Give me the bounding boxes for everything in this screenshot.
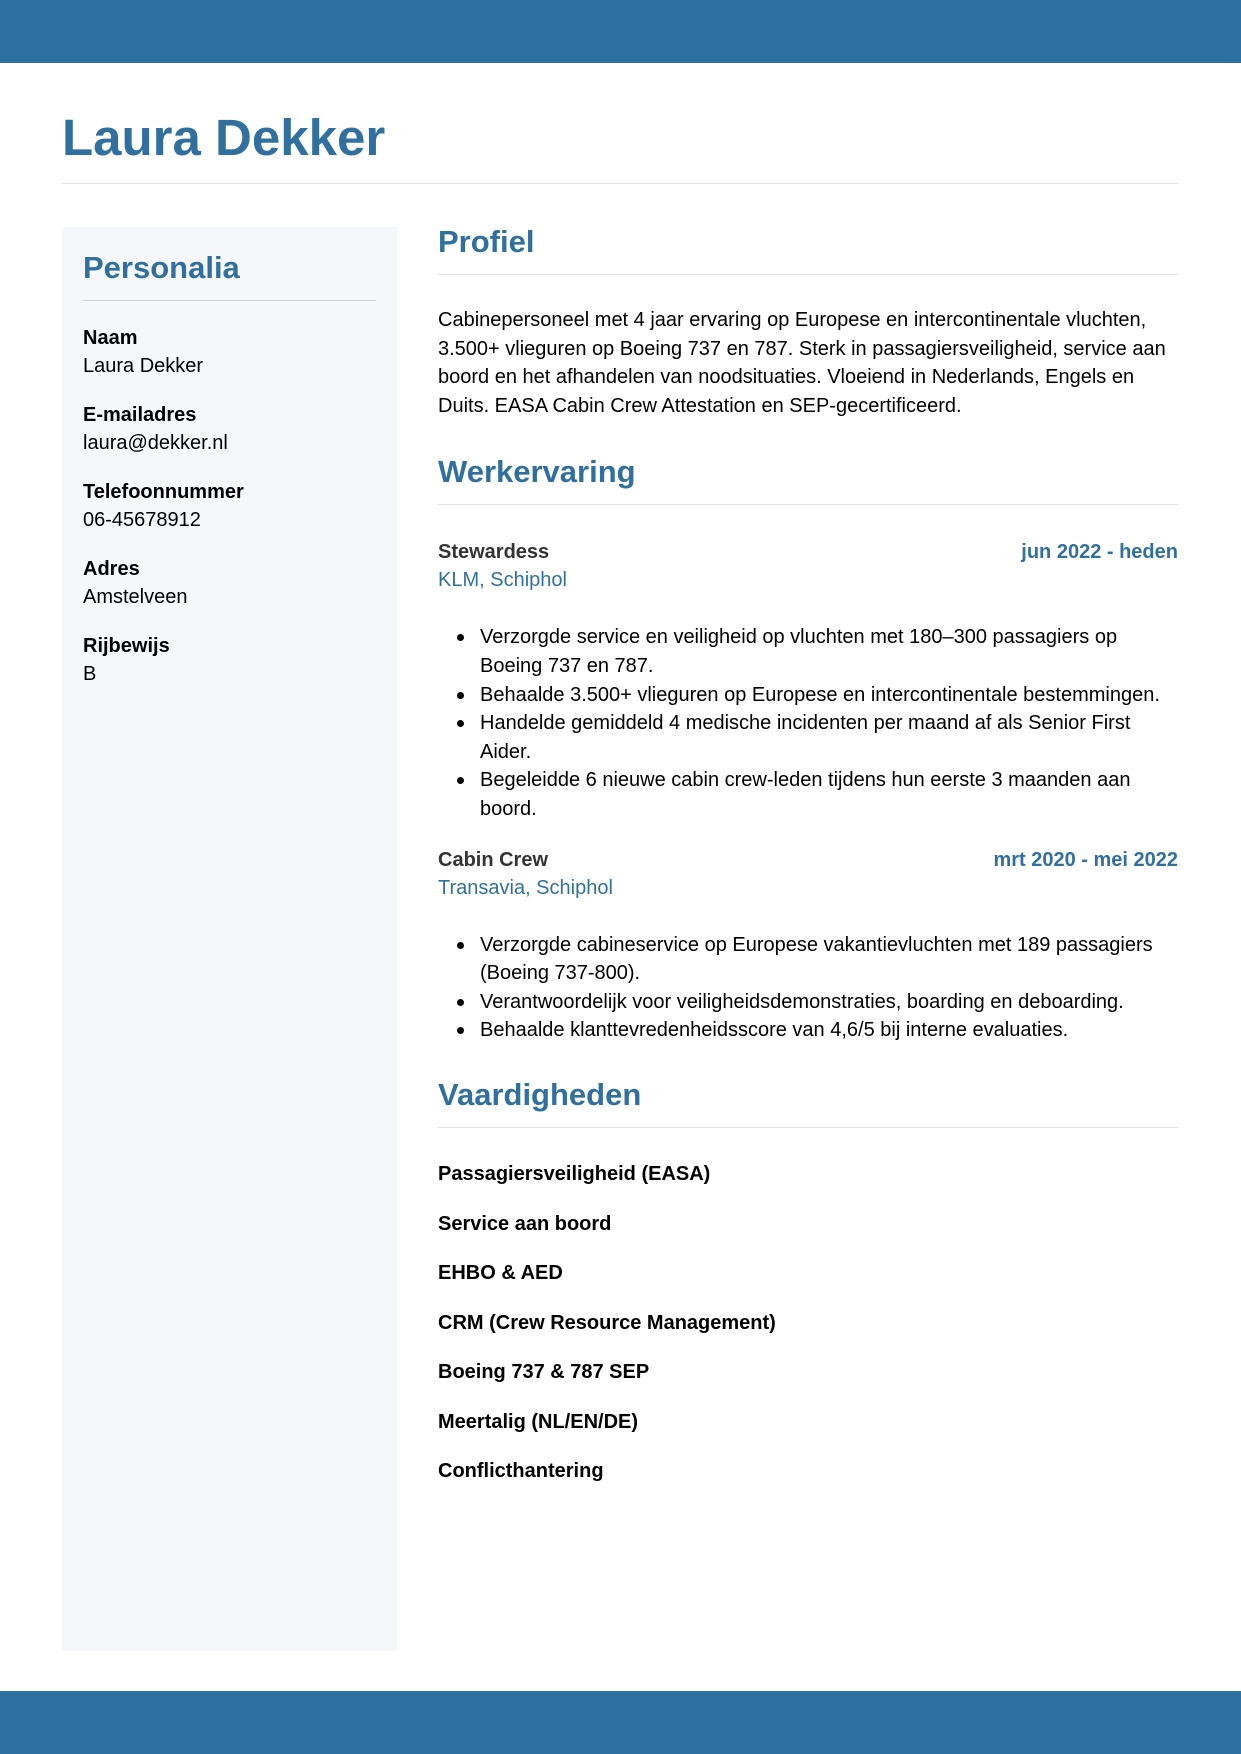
- sidebar-divider: [83, 300, 376, 301]
- bottom-accent-bar: [0, 1691, 1241, 1754]
- work-experience-section: [438, 452, 1178, 1045]
- field-label: Naam: [83, 327, 138, 349]
- section-divider: [438, 1127, 1178, 1128]
- field-label: Telefoonnummer: [83, 481, 244, 503]
- job-role: Stewardess: [438, 541, 550, 564]
- field-name: [83, 324, 376, 380]
- job-bullet: Verzorgde service en veiligheid op vluchten met 180–300 passagiers op Boeing 737 en 787.: [438, 623, 1178, 680]
- job-bullet: Behaalde klanttevredenheidsscore van 4,6/5 bij interne evaluaties.: [438, 1016, 1178, 1045]
- field-value: laura@dekker.nl: [83, 432, 228, 454]
- job-bullet: Verzorgde cabineservice op Europese vakantievluchten met 189 passagiers (Boeing 737-800).: [438, 931, 1178, 988]
- name-divider: [62, 183, 1178, 184]
- skill-item: Service aan boord: [438, 1212, 612, 1235]
- skill-item: Conflicthantering: [438, 1460, 604, 1483]
- skills-list: [438, 1160, 1178, 1486]
- profile-title: Profiel: [438, 224, 535, 259]
- main-content: [438, 222, 1178, 1507]
- job-entry: [438, 846, 1178, 1045]
- job-bullet: Verantwoordelijk voor veiligheidsdemonstraties, boarding en deboarding.: [438, 988, 1178, 1017]
- job-bullet: Begeleidde 6 nieuwe cabin crew-leden tijdens hun eerste 3 maanden aan boord.: [438, 766, 1178, 823]
- top-accent-bar: [0, 0, 1241, 63]
- skill-item: Meertalig (NL/EN/DE): [438, 1410, 639, 1433]
- skill-item: EHBO & AED: [438, 1262, 563, 1285]
- field-label: E-mailadres: [83, 404, 197, 426]
- job-bullet: Behaalde 3.500+ vlieguren op Europese en intercontinentale bestemmingen.: [438, 681, 1178, 710]
- field-value: Amstelveen: [83, 586, 188, 608]
- job-role: Cabin Crew: [438, 848, 549, 871]
- skill-item: Boeing 737 & 787 SEP: [438, 1361, 650, 1384]
- job-date: jun 2022 - heden: [1021, 541, 1178, 564]
- field-value: B: [83, 663, 97, 685]
- personal-details-title: Personalia: [83, 250, 240, 285]
- profile-section: [438, 222, 1178, 420]
- field-email: [83, 401, 376, 457]
- job-date: mrt 2020 - mei 2022: [993, 848, 1178, 871]
- skills-section: [438, 1075, 1178, 1486]
- job-header: [438, 846, 1178, 874]
- field-address: [83, 555, 376, 611]
- skill-item: CRM (Crew Resource Management): [438, 1311, 776, 1334]
- job-bullets: [438, 623, 1178, 823]
- profile-text: Cabinepersoneel met 4 jaar ervaring op Europese en intercontinentale vluchten, 3.500+ vlieguren op Boeing 737 en 787. Sterk in passagiersveiligheid, service aan boord en het afhandelen van noodsituaties. Vloeiend in Nederlands, Engels en Duits. EASA Cabin Crew Attestation en SEP-gecertificeerd.: [438, 309, 1166, 417]
- job-bullet: Handelde gemiddeld 4 medische incidenten per maand af als Senior First Aider.: [438, 709, 1178, 766]
- field-value: Laura Dekker: [83, 355, 204, 377]
- candidate-name: Laura Dekker: [62, 109, 386, 166]
- job-company: Transavia, Schiphol: [438, 876, 613, 899]
- work-experience-title: Werkervaring: [438, 454, 636, 490]
- field-label: Rijbewijs: [83, 635, 170, 657]
- job-company: KLM, Schiphol: [438, 569, 567, 592]
- field-label: Adres: [83, 558, 140, 580]
- job-header: [438, 538, 1178, 566]
- field-drivers-license: [83, 632, 376, 688]
- personal-details-sidebar: [62, 227, 397, 1651]
- skill-item: Passagiersveiligheid (EASA): [438, 1162, 711, 1185]
- section-divider: [438, 504, 1178, 505]
- job-bullets: [438, 931, 1178, 1045]
- field-value: 06-45678912: [83, 509, 201, 531]
- job-entry: [438, 538, 1178, 823]
- section-divider: [438, 274, 1178, 275]
- field-phone: [83, 478, 376, 534]
- skills-title: Vaardigheden: [438, 1076, 642, 1112]
